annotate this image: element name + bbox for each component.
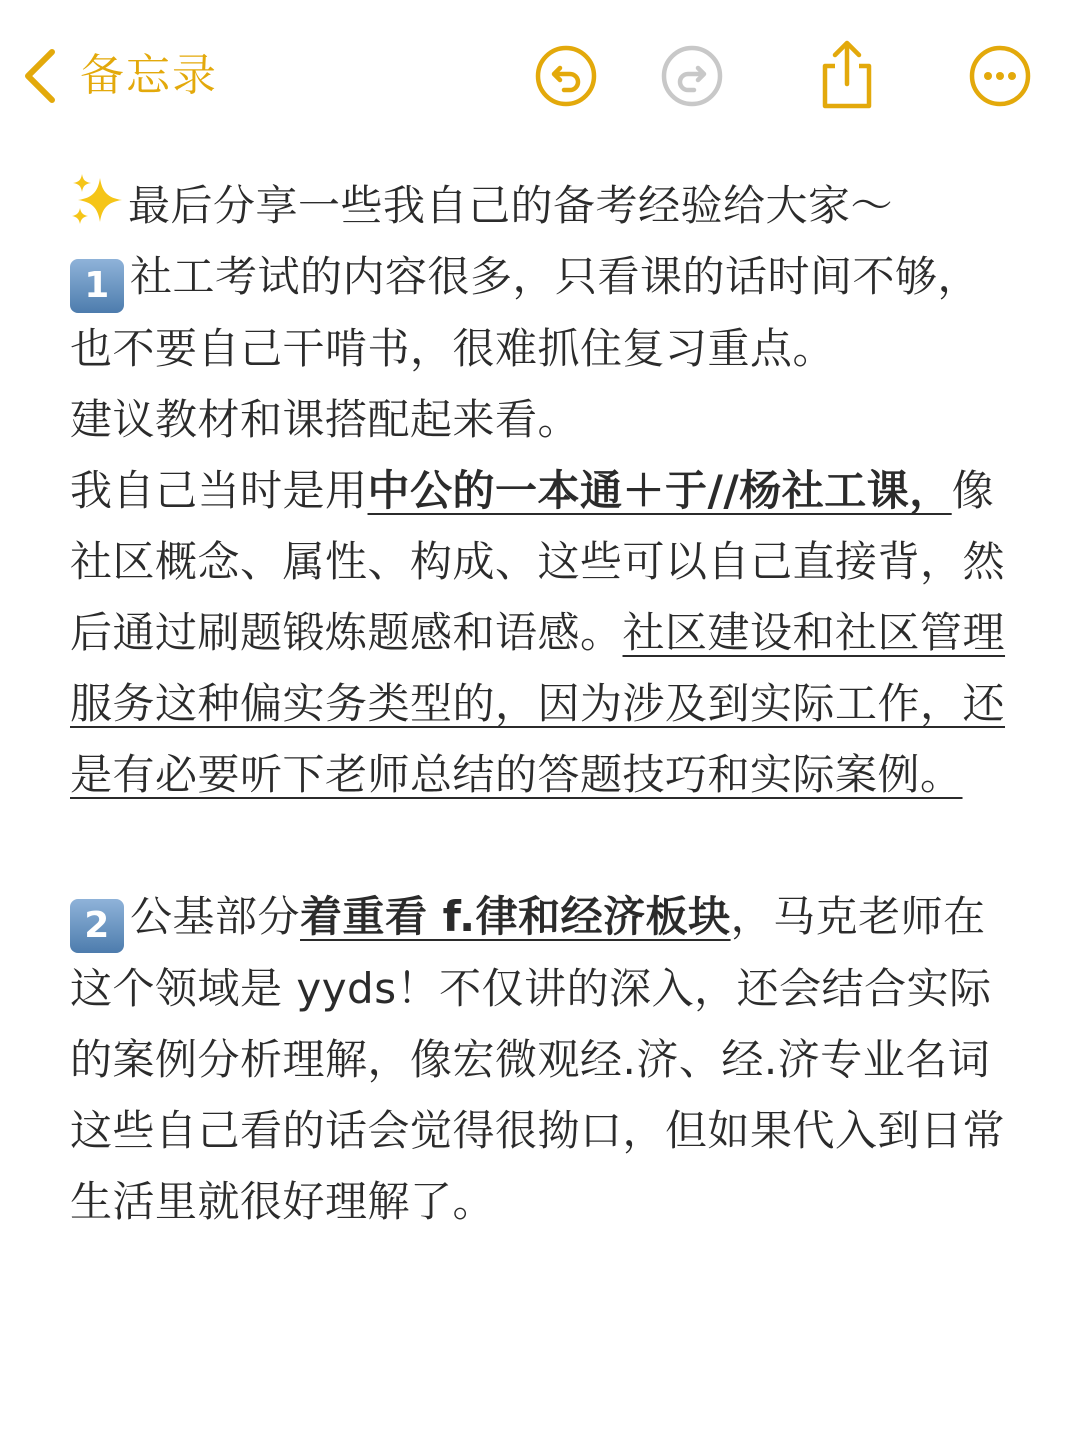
share-icon xyxy=(815,38,879,110)
point-1-suggestion xyxy=(70,384,1010,455)
number-2-badge: 2 xyxy=(70,899,124,953)
point-1-text-d: 像社区概念、属性、构成、这些可以自己直接背，然后通过刷题锻炼题感和语感。 xyxy=(70,466,1006,657)
point-2-highlight-1: 着重看 f.律和经济板块 xyxy=(300,892,731,941)
back-label: 备忘录 xyxy=(80,50,218,101)
more-icon xyxy=(968,44,1032,108)
navigation-bar xyxy=(0,0,1080,150)
undo-button[interactable] xyxy=(534,44,598,108)
point-2-text-a: 公基部分 xyxy=(130,892,301,941)
sparkles-icon xyxy=(70,172,128,228)
redo-icon xyxy=(660,44,724,108)
point-2-text-b: ，马克老师在这个领域是 yyds！不仅讲的深入，还会结合实际的案例分析理解，像宏微观经.济、经.济专业名词这些自己看的话会觉得很拗口，但如果代入到日常生活里就很好理解了。 xyxy=(70,892,1006,1226)
point-1-paragraph xyxy=(70,241,1010,384)
point-1-experience xyxy=(70,455,1010,810)
back-button[interactable] xyxy=(22,44,218,108)
chevron-left-icon xyxy=(22,48,58,104)
point-1-highlight-2: 社区建设和社区管理服务这种偏实务类型的，因为涉及到实际工作，还是有必要听下老师总结的答题技巧和实际案例。 xyxy=(70,608,1006,799)
number-1-badge: 1 xyxy=(70,259,124,313)
point-1-highlight-1: 中公的一本通＋于//杨社工课， xyxy=(367,466,952,515)
point-1-text-a: 社工考试的内容很多，只看课的话时间不够，也不要自己干啃书，很难抓住复习重点。 xyxy=(70,252,981,373)
more-button[interactable] xyxy=(968,44,1032,108)
point-1-text-b: 建议教材和课搭配起来看。 xyxy=(70,395,581,444)
point-1-text-c: 我自己当时是用 xyxy=(70,466,368,515)
intro-text: 最后分享一些我自己的备考经验给大家～ xyxy=(128,181,894,230)
note-body[interactable] xyxy=(70,170,1010,1237)
point-2-paragraph xyxy=(70,881,1010,1237)
share-button[interactable] xyxy=(815,38,879,102)
undo-icon xyxy=(534,44,598,108)
paragraph-gap xyxy=(70,810,1010,881)
redo-button[interactable] xyxy=(660,44,724,108)
intro-line xyxy=(70,170,1010,241)
